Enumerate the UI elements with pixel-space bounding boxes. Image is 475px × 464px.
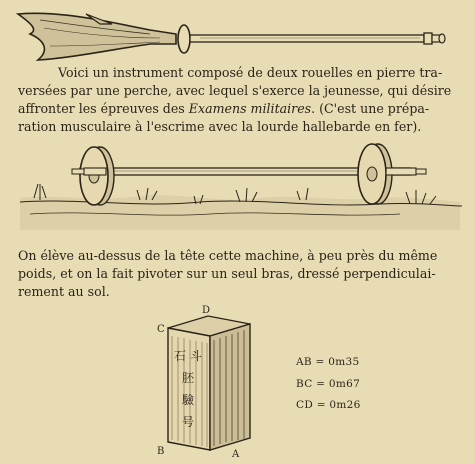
- paragraph1-line3-post: . (C'est une prépa-: [311, 101, 430, 116]
- paragraph1-emphasis: Examens militaires: [188, 101, 312, 116]
- corner-label-b: B: [157, 446, 165, 457]
- paragraph1-line4: ration musculaire à l'escrime avec la lourde hallebarde en fer).: [18, 119, 422, 134]
- measurement-ab: AB = 0m35: [296, 356, 360, 368]
- block-glyph-3: 胚: [182, 371, 195, 385]
- corner-label-a: A: [232, 449, 240, 460]
- stone-block-illustration: [150, 310, 270, 460]
- paragraph-stone-lift: [18, 247, 460, 301]
- halberd-illustration: [0, 0, 475, 70]
- paragraph1-line1: Voici un instrument composé de deux rouelles en pierre tra-: [58, 65, 443, 80]
- measurement-bc: BC = 0m67: [296, 378, 361, 390]
- halberd-collar: [178, 25, 190, 53]
- paragraph2-line2: poids, et on la fait pivoter sur un seul bras, dressé perpendiculai-: [18, 266, 436, 281]
- paragraph2-line1: On élève au-dessus de la tête cette machine, à peu près du même: [18, 248, 438, 263]
- block-glyph-1: 石: [174, 349, 187, 363]
- stone-wheels-illustration: [0, 138, 475, 230]
- block-front-face: [168, 328, 210, 450]
- corner-label-c: C: [157, 324, 165, 335]
- halberd-shaft: [190, 35, 424, 42]
- block-glyph-5: 号: [182, 415, 195, 429]
- paragraph-halberd: [18, 64, 460, 136]
- paragraph2-line3: rement au sol.: [18, 284, 110, 299]
- block-glyph-4: 驗: [182, 393, 195, 407]
- corner-label-d: D: [202, 305, 211, 316]
- paragraph1-line2: versées par une perche, avec lequel s'exerce la jeunesse, qui désire: [18, 83, 452, 98]
- paragraph1-line3-pre: affronter les épreuves des: [18, 101, 189, 116]
- measurement-cd: CD = 0m26: [296, 399, 361, 411]
- block-glyph-2: 斗: [190, 349, 203, 363]
